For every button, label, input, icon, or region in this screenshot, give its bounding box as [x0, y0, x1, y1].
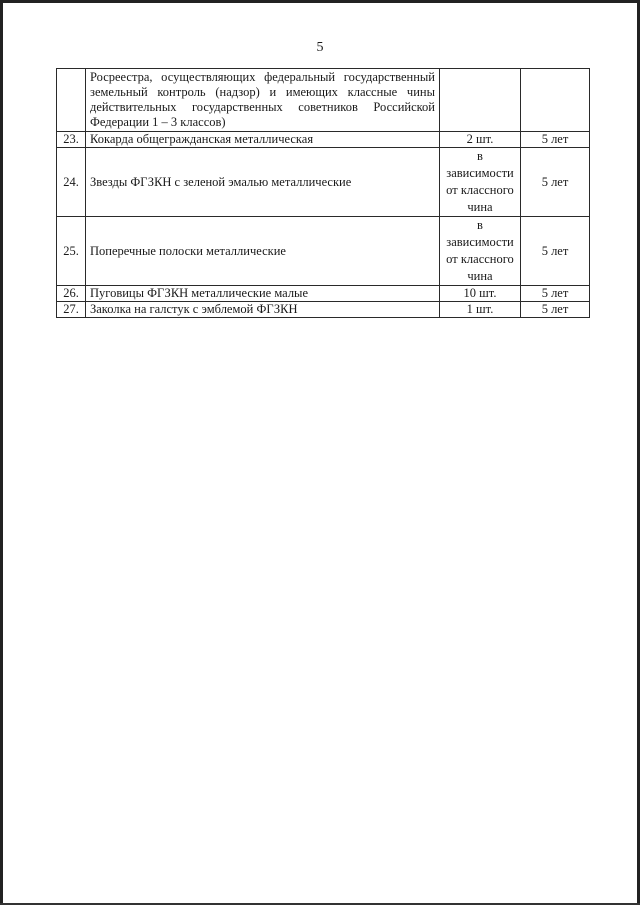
row-number: 25. [57, 217, 86, 286]
scan-edge-left [0, 0, 3, 905]
table-row [57, 286, 590, 302]
row-item-name: Заколка на галстук с эмблемой ФГЗКН [86, 302, 440, 318]
row-quantity-line: чина [467, 269, 493, 283]
row-item-name: Поперечные полоски металлические [86, 217, 440, 286]
row-quantity: 2 шт. [440, 132, 521, 148]
row-wear-term: 5 лет [521, 302, 590, 318]
table-row [57, 302, 590, 318]
page-number: 5 [316, 40, 324, 55]
row-number: 26. [57, 286, 86, 302]
row-quantity-line: зависимости [446, 235, 514, 249]
row-item-name: Кокарда общегражданская металлическая [86, 132, 440, 148]
row-quantity: 1 шт. [440, 302, 521, 318]
row-number: 23. [57, 132, 86, 148]
row-quantity-line: от классного [446, 252, 514, 266]
row-quantity-line: от классного [446, 183, 514, 197]
row-quantity [440, 217, 521, 286]
table-row [57, 217, 590, 286]
row-wear-term: 5 лет [521, 132, 590, 148]
row-wear-term [521, 69, 590, 132]
row-quantity: 10 шт. [440, 286, 521, 302]
uniform-items-table [56, 68, 590, 318]
table-row-continuation [57, 69, 590, 132]
row-item-name: Пуговицы ФГЗКН металлические малые [86, 286, 440, 302]
row-quantity [440, 148, 521, 217]
row-quantity-line: зависимости [446, 166, 514, 180]
row-wear-term: 5 лет [521, 148, 590, 217]
table-row [57, 132, 590, 148]
row-quantity-line: в [477, 149, 483, 163]
row-item-name: Росреестра, осуществляющих федеральный государственный земельный контроль (надзор) и имеющих классные чины действительных государственных советников Российской Федерации 1 – 3 классов) [86, 69, 440, 132]
row-quantity-line: чина [467, 200, 493, 214]
row-wear-term: 5 лет [521, 217, 590, 286]
scan-edge-top [0, 0, 640, 3]
row-item-name: Звезды ФГЗКН с зеленой эмалью металлические [86, 148, 440, 217]
row-quantity-line: в [477, 218, 483, 232]
row-quantity [440, 69, 521, 132]
row-number: 24. [57, 148, 86, 217]
table-row [57, 148, 590, 217]
row-number [57, 69, 86, 132]
row-wear-term: 5 лет [521, 286, 590, 302]
row-number: 27. [57, 302, 86, 318]
